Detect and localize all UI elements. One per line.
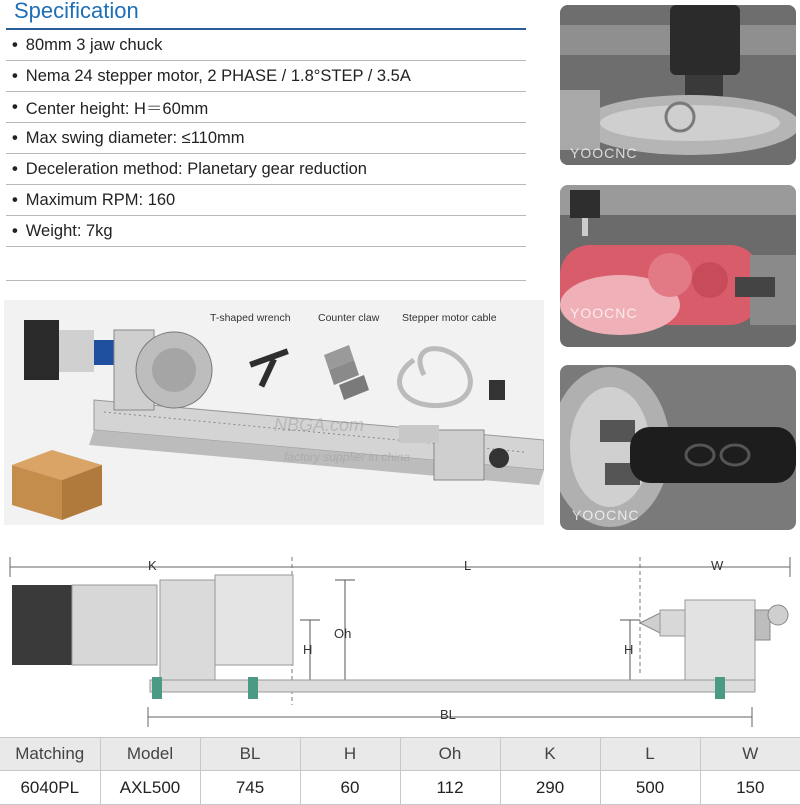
dimension-label-bl: BL [440,707,456,722]
dimension-label-h-left: H [303,642,313,657]
table-cell: 290 [500,771,600,805]
spec-item-text: Max swing diameter: ≤110mm [25,128,245,147]
dimension-label-oh: Oh [334,626,352,641]
photo-chuck-workpiece [560,365,796,530]
accessory-label: Counter claw [318,312,380,324]
table-cell: 745 [200,771,300,805]
table-header-cell: Matching [0,738,100,771]
watermark-tagline: factory supplier in china [284,450,411,464]
spec-item [6,123,526,154]
dimension-label-h-right: H [624,642,634,657]
chuck-workpiece-image [560,365,796,530]
spec-item [6,185,526,216]
spec-item-text: Deceleration method: Planetary gear reduction [25,159,367,178]
bullet-icon: • [12,128,18,147]
spindle-engraving-image [560,5,796,165]
spec-item-text: Center height: H＝60mm [25,100,209,118]
table-row [0,771,800,805]
bullet-icon: • [12,97,18,116]
bullet-icon: • [12,66,18,85]
spec-item-text: 80mm 3 jaw chuck [25,35,163,54]
table-cell: 150 [700,771,800,805]
watermark: YOOCNC [572,507,640,523]
spec-list [6,30,526,247]
photo-spindle-engraving [560,5,796,165]
wood-carving-image [560,185,796,347]
table-header-cell: H [300,738,400,771]
accessory-label: Stepper motor cable [402,312,497,324]
bullet-icon: • [12,190,18,209]
spec-item-text: Nema 24 stepper motor, 2 PHASE / 1.8°STEP / 3.5A [25,66,411,85]
table-cell: 112 [400,771,500,805]
photo-wood-carving [560,185,796,347]
bullet-icon: • [12,35,18,54]
table-header-cell: Oh [400,738,500,771]
dimension-drawing [0,545,800,730]
dimension-label-l: L [464,558,472,573]
dimension-label-k: K [148,558,157,573]
dimension-label-w: W [711,558,724,573]
spec-item-text: Maximum RPM: 160 [25,190,176,209]
product-overview [4,300,544,525]
watermark: YOOCNC [570,305,638,321]
rotary-axis-illustration [4,300,544,525]
table-header-cell: L [600,738,700,771]
table-header-cell: Model [100,738,200,771]
watermark-logo: NBGA.com [274,415,365,435]
table-header-cell: W [700,738,800,771]
table-header-row [0,738,800,771]
table-cell: 60 [300,771,400,805]
table-cell: 500 [600,771,700,805]
accessory-label: T-shaped wrench [210,312,291,324]
watermark: YOOCNC [570,145,638,161]
bullet-icon: • [12,159,18,178]
table-cell: 6040PL [0,771,100,805]
spec-item [6,30,526,61]
table-cell: AXL500 [100,771,200,805]
spec-bottom-divider [6,280,526,281]
specification-title: Specification [14,0,139,23]
bullet-icon: • [12,221,18,240]
spec-item [6,154,526,185]
table-header-cell: BL [200,738,300,771]
table-header-cell: K [500,738,600,771]
spec-item [6,92,526,123]
model-spec-table [0,737,800,805]
spec-item [6,61,526,92]
spec-item-text: Weight: 7kg [25,221,113,240]
spec-item [6,216,526,247]
